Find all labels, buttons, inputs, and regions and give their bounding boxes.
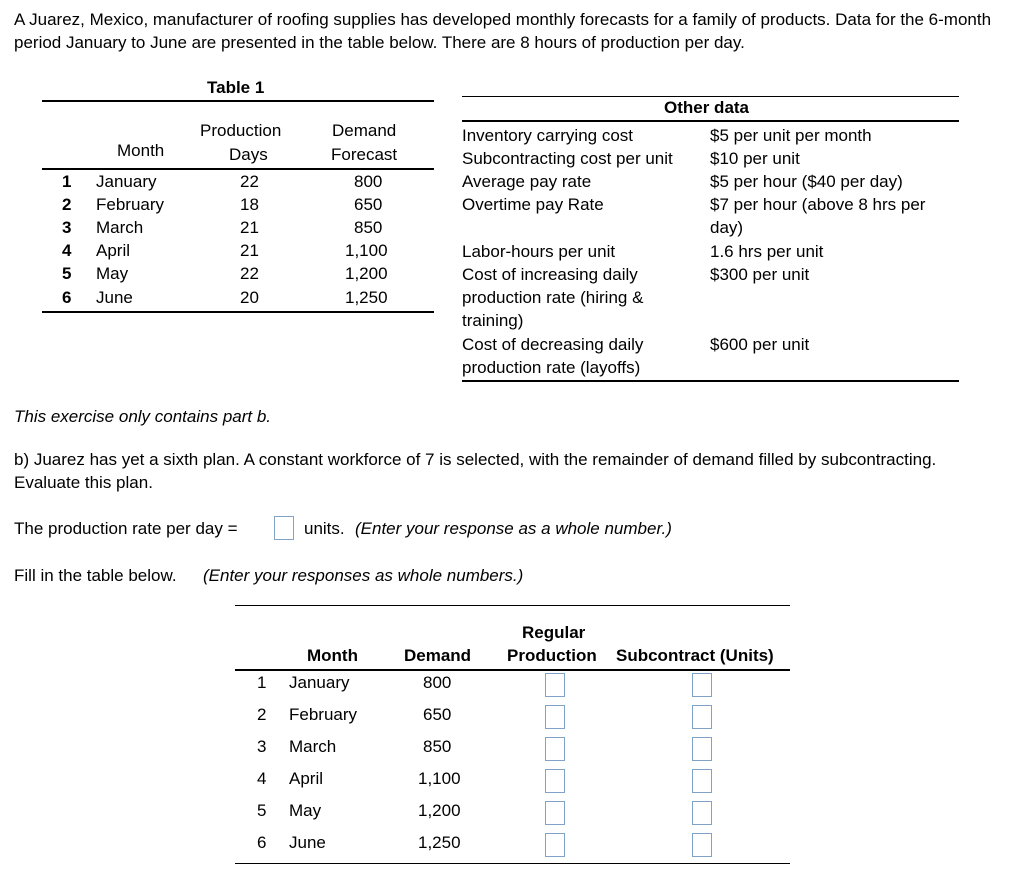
row-demand: 1,250	[345, 288, 388, 307]
production-rate-input[interactable]	[274, 516, 294, 540]
regular-production-input[interactable]	[545, 769, 565, 793]
row-number: 4	[257, 769, 267, 788]
other-data-header-rule	[462, 120, 959, 122]
row-demand: 800	[423, 673, 452, 692]
table2-header-demand: Demand	[404, 646, 472, 665]
row-number: 1	[62, 172, 72, 191]
fill-hint: (Enter your responses as whole numbers.)	[203, 566, 524, 585]
od-value-subcontract: $10 per unit	[710, 149, 800, 168]
row-days: 21	[240, 218, 259, 237]
part-b-text: b) Juarez has yet a sixth plan. A constant workforce of 7 is selected, with the remainder of demand filled by subcontracting. Evaluate this plan.	[14, 450, 937, 492]
row-number: 5	[257, 801, 267, 820]
row-month: June	[96, 288, 133, 307]
row-number: 3	[257, 737, 267, 756]
other-data-title: Other data	[664, 98, 750, 117]
row-demand: 1,200	[418, 801, 461, 820]
row-number: 2	[257, 705, 267, 724]
od-label-increase-1: Cost of increasing daily	[462, 265, 638, 284]
od-label-increase-2: production rate (hiring &	[462, 288, 644, 307]
row-demand: 1,100	[418, 769, 461, 788]
od-value-inventory: $5 per unit per month	[710, 126, 872, 145]
other-data-bottom-rule	[462, 380, 959, 382]
row-demand: 850	[423, 737, 452, 756]
od-value-overtime-1: $7 per hour (above 8 hrs per	[710, 195, 926, 214]
row-number: 3	[62, 218, 72, 237]
table1-top-rule	[42, 100, 434, 102]
od-label-labor: Labor-hours per unit	[462, 242, 616, 261]
row-month: March	[289, 737, 337, 756]
od-value-increase: $300 per unit	[710, 265, 810, 284]
row-month: January	[289, 673, 350, 692]
row-month: February	[289, 705, 358, 724]
row-month: May	[289, 801, 322, 820]
od-label-decrease-2: production rate (layoffs)	[462, 358, 641, 377]
od-value-labor: 1.6 hrs per unit	[710, 242, 824, 261]
table1-header-days-1: Production	[200, 121, 282, 140]
od-label-inventory: Inventory carrying cost	[462, 126, 634, 145]
regular-production-input[interactable]	[545, 705, 565, 729]
note-text: This exercise only contains part b.	[14, 407, 272, 426]
row-demand: 1,100	[345, 241, 388, 260]
regular-production-input[interactable]	[545, 801, 565, 825]
row-month: February	[96, 195, 165, 214]
row-month: April	[289, 769, 324, 788]
row-number: 6	[62, 288, 72, 307]
table2-header-month: Month	[307, 646, 358, 665]
od-label-decrease-1: Cost of decreasing daily	[462, 335, 644, 354]
table2-bottom-rule	[235, 863, 790, 864]
row-days: 21	[240, 241, 259, 260]
table1-header-rule	[42, 168, 434, 170]
od-label-overtime: Overtime pay Rate	[462, 195, 604, 214]
table2-header-rule	[235, 669, 790, 671]
production-rate-hint: (Enter your response as a whole number.)	[355, 519, 672, 538]
production-rate-suffix: units.	[304, 519, 345, 538]
row-number: 4	[62, 241, 72, 260]
intro-text: A Juarez, Mexico, manufacturer of roofing supplies has developed monthly forecasts for a family of products. Data for the 6-month period January to June are presented in the table below. There are 8 hours of production per day.	[14, 10, 992, 52]
subcontract-input[interactable]	[692, 705, 712, 729]
row-number: 1	[257, 673, 267, 692]
table1-bottom-rule	[42, 311, 434, 313]
table1-header-days-2: Days	[229, 145, 268, 164]
subcontract-input[interactable]	[692, 673, 712, 697]
table1-header-demand-1: Demand	[332, 121, 397, 140]
table2-top-rule	[235, 605, 790, 606]
row-month: March	[96, 218, 144, 237]
od-label-subcontract: Subcontracting cost per unit	[462, 149, 673, 168]
row-month: April	[96, 241, 131, 260]
row-number: 5	[62, 264, 72, 283]
row-days: 22	[240, 264, 259, 283]
fill-text: Fill in the table below.	[14, 566, 177, 585]
row-days: 22	[240, 172, 259, 191]
row-days: 18	[240, 195, 259, 214]
row-demand: 650	[354, 195, 383, 214]
row-demand: 1,200	[345, 264, 388, 283]
row-month: May	[96, 264, 129, 283]
row-days: 20	[240, 288, 259, 307]
row-demand: 1,250	[418, 833, 461, 852]
od-label-increase-3: training)	[462, 311, 524, 330]
table1-title: Table 1	[207, 78, 265, 97]
od-value-pay: $5 per hour ($40 per day)	[710, 172, 903, 191]
table2-header-subcontract: Subcontract (Units)	[616, 646, 774, 665]
row-number: 2	[62, 195, 72, 214]
row-month: January	[96, 172, 157, 191]
regular-production-input[interactable]	[545, 737, 565, 761]
subcontract-input[interactable]	[692, 801, 712, 825]
table2-header-regular-2: Production	[507, 646, 597, 665]
table2-header-regular-1: Regular	[522, 623, 586, 642]
table1-header-demand-2: Forecast	[331, 145, 398, 164]
od-value-overtime-2: day)	[710, 218, 744, 237]
subcontract-input[interactable]	[692, 737, 712, 761]
subcontract-input[interactable]	[692, 769, 712, 793]
od-label-pay: Average pay rate	[462, 172, 592, 191]
other-data-top-rule	[462, 96, 959, 97]
od-value-decrease: $600 per unit	[710, 335, 810, 354]
row-month: June	[289, 833, 326, 852]
regular-production-input[interactable]	[545, 673, 565, 697]
production-rate-label: The production rate per day =	[14, 519, 238, 538]
row-demand: 800	[354, 172, 383, 191]
row-number: 6	[257, 833, 267, 852]
row-demand: 850	[354, 218, 383, 237]
row-demand: 650	[423, 705, 452, 724]
table1-header-month: Month	[117, 141, 165, 160]
subcontract-input[interactable]	[692, 833, 712, 857]
regular-production-input[interactable]	[545, 833, 565, 857]
